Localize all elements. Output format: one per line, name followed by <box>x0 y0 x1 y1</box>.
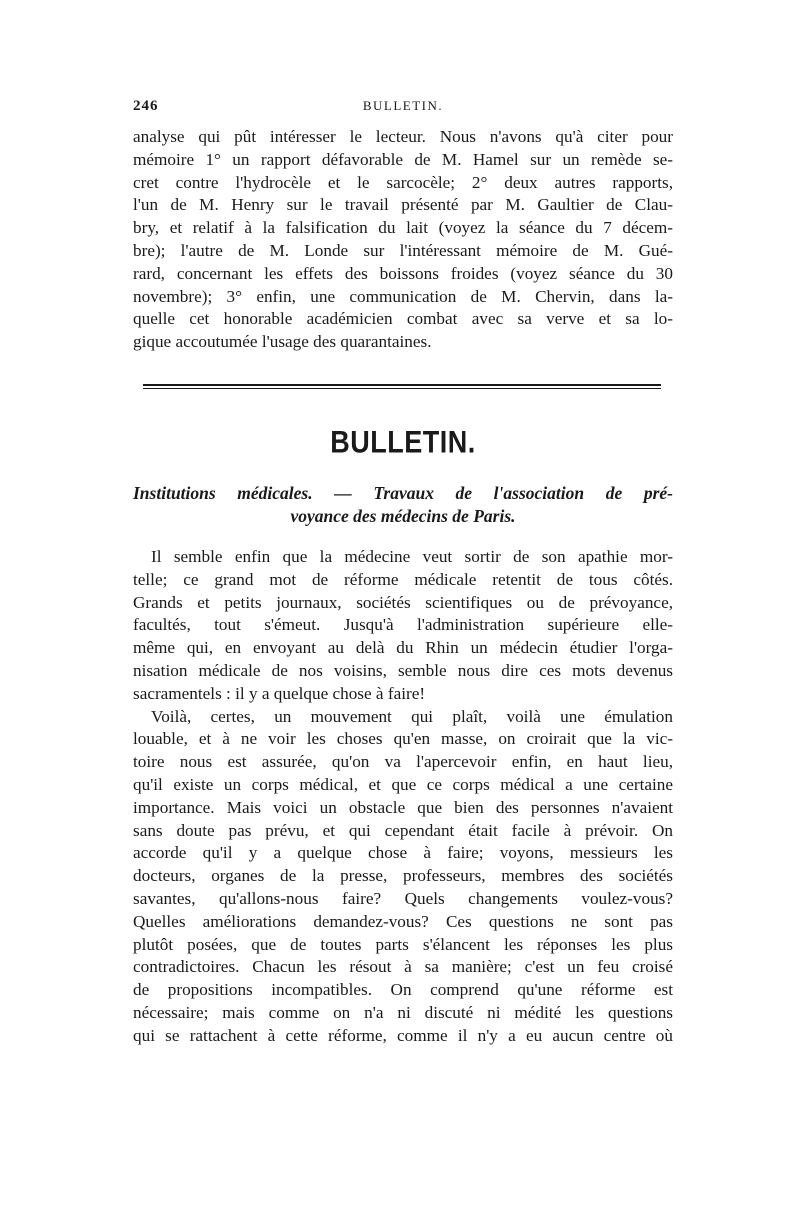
text-line: importance. Mais voici un obstacle que bien des personnes n'avaient <box>133 797 673 817</box>
section-subtitle <box>133 482 673 528</box>
text-line: bry, et relatif à la falsification du lait (voyez la séance du 7 décem- <box>133 218 673 238</box>
section-title: BULLETIN. <box>330 424 476 460</box>
text-line: plutôt posées, que de toutes parts s'élancent les réponses les plus <box>133 934 673 954</box>
subtitle-line: Institutions médicales. — Travaux de l'association de pré- <box>133 482 673 503</box>
text-line: gique accoutumée l'usage des quarantaines. <box>133 332 432 352</box>
document-page <box>133 98 673 1048</box>
text-line: Voilà, certes, un mouvement qui plaît, voilà une émulation <box>151 706 673 726</box>
text-line: bre); l'autre de M. Londe sur l'intéressant mémoire de M. Gué- <box>133 240 673 260</box>
body-paragraph <box>133 546 673 706</box>
continued-paragraph <box>133 126 673 354</box>
text-line: Quelles améliorations demandez-vous? Ces questions ne sont pas <box>133 911 673 931</box>
text-line: facultés, tout s'émeut. Jusqu'à l'administration supérieure elle- <box>133 615 673 635</box>
text-line: rard, concernant les effets des boissons froides (voyez séance du 30 <box>133 263 673 283</box>
text-line: savantes, qu'allons-nous faire? Quels changements voulez-vous? <box>133 888 673 908</box>
divider-rule-thick <box>143 384 661 386</box>
running-header <box>133 98 673 120</box>
body-paragraph <box>133 706 673 1048</box>
text-line: novembre); 3° enfin, une communication de M. Chervin, dans la- <box>133 286 673 306</box>
text-line: de propositions incompatibles. On comprend qu'une réforme est <box>133 980 673 1000</box>
text-line: quelle cet honorable académicien combat avec sa verve et sa lo- <box>133 309 673 329</box>
text-line: contradictoires. Chacun les résout à sa manière; c'est un feu croisé <box>133 957 673 977</box>
text-line: qu'il existe un corps médical, et que ce corps médical a une certaine <box>133 774 673 794</box>
text-line: toire nous est assurée, qu'on va l'apercevoir enfin, en haut lieu, <box>133 752 673 772</box>
text-line: nisation médicale de nos voisins, semble nous dire ces mots devenus <box>133 660 673 680</box>
text-line: docteurs, organes de la presse, professeurs, membres des sociétés <box>133 866 673 886</box>
text-line: accorde qu'il y a quelque chose à faire; voyons, messieurs les <box>133 843 673 863</box>
text-line: Il semble enfin que la médecine veut sortir de son apathie mor- <box>151 546 673 566</box>
text-line: analyse qui pût intéresser le lecteur. Nous n'avons qu'à citer pour <box>133 127 673 146</box>
text-line: Grands et petits journaux, sociétés scientifiques ou de prévoyance, <box>133 592 673 612</box>
divider-rule-thin <box>143 388 661 389</box>
text-line: louable, et à ne voir les choses qu'en masse, on croirait que la vic- <box>133 729 673 749</box>
text-line: qui se rattachent à cette réforme, comme il n'y a eu aucun centre où <box>133 1025 673 1045</box>
text-line: sacramentels : il y a quelque chose à faire! <box>133 683 426 703</box>
text-line: cret contre l'hydrocèle et le sarcocèle; 2° deux autres rapports, <box>133 172 673 192</box>
text-line: même qui, en envoyant au delà du Rhin un médecin étudier l'orga- <box>133 638 673 658</box>
text-line: mémoire 1° un rapport défavorable de M. Hamel sur un remède se- <box>133 149 673 169</box>
text-line: sans doute pas prévu, et qui cependant était facile à prévoir. On <box>133 820 673 840</box>
page-number: 246 <box>133 98 159 114</box>
section-divider <box>143 384 661 389</box>
text-line: l'un de M. Henry sur le travail présenté par M. Gaultier de Clau- <box>133 195 673 215</box>
subtitle-line: voyance des médecins de Paris. <box>290 505 516 526</box>
running-title: BULLETIN. <box>362 98 444 113</box>
text-line: nécessaire; mais comme on n'a ni discuté ni médité les questions <box>133 1002 673 1022</box>
text-line: telle; ce grand mot de réforme médicale retentit de tous côtés. <box>133 569 673 589</box>
